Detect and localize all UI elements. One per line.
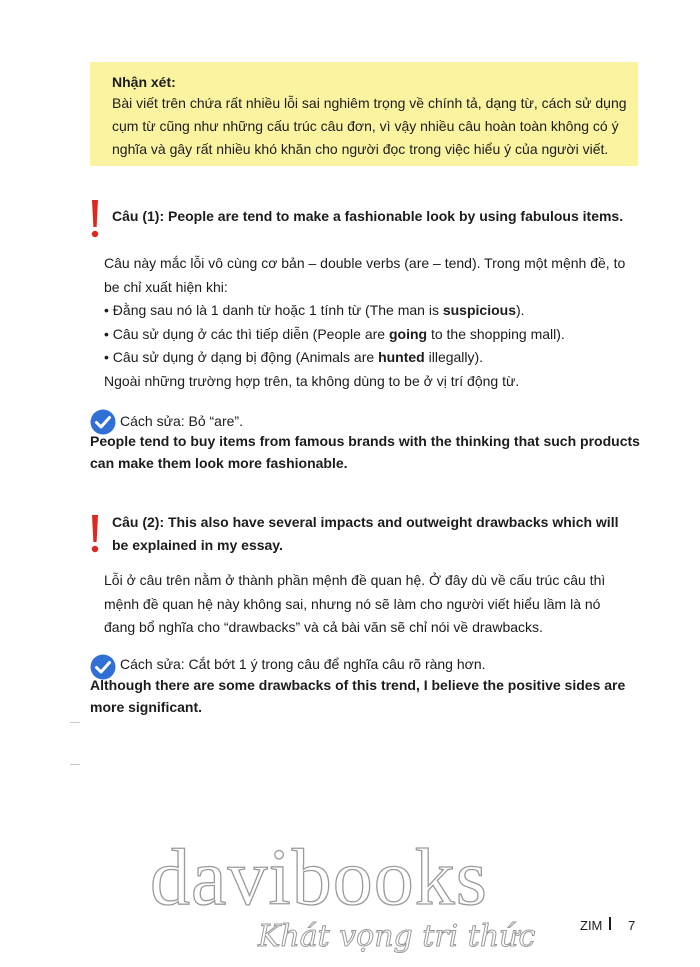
section1-outro: Ngoài những trường hợp trên, ta không dùng to be ở vị trí động từ. <box>104 372 520 389</box>
bleed-mark <box>70 722 80 723</box>
section2-heading: Câu (2): This also have several impacts and outweight drawbacks which will be explained in my essay. <box>112 514 619 553</box>
watermark-brand: davibooks <box>150 834 488 922</box>
page-number: 7 <box>628 918 636 933</box>
footer-separator <box>609 917 611 930</box>
list-item: • Câu sử dụng ở dạng bị động (Animals are hunted illegally). <box>104 349 484 365</box>
section1-intro: Câu này mắc lỗi vô cùng cơ bản – double verbs (are – tend). Trong một mệnh đề, to be chỉ xuất hiện khi: <box>104 255 626 295</box>
bleed-mark <box>70 764 80 765</box>
footer-brand: ZIM <box>580 918 603 933</box>
section2-fix-sentence: Although there are some drawbacks of this trend, I believe the positive sides are more significant. <box>90 677 626 715</box>
section1-fix-sentence: People tend to buy items from famous brands with the thinking that such products can make them look more fashionable. <box>90 433 640 471</box>
list-item: • Đằng sau nó là 1 danh từ hoặc 1 tính từ (The man is suspicious). <box>104 302 525 318</box>
note-body: Bài viết trên chứa rất nhiều lỗi sai nghiêm trọng về chính tả, dạng từ, cách sử dụng cụm từ cũng như những cấu trúc câu đơn, vì vậy nhiều câu hoàn toàn không có ý nghĩa và gây rất nhiều khó khăn cho người đọc trong việc hiểu ý của người viết. <box>112 95 627 157</box>
exclamation-icon <box>90 199 100 239</box>
section1-fix-label: Cách sửa: Bỏ “are”. <box>120 413 243 429</box>
section1-heading: Câu (1): People are tend to make a fashionable look by using fabulous items. <box>112 208 624 224</box>
section2-paragraph: Lỗi ở câu trên nằm ở thành phần mệnh đề quan hệ. Ở đây dù về cấu trúc câu thì mệnh đề quan hệ này không sai, nhưng nó sẽ làm cho người viết hiểu lầm là nó đang bổ nghĩa cho “drawbacks” và cả bài văn sẽ chỉ nói về drawbacks. <box>104 572 606 635</box>
watermark-slogan: Khát vọng tri thức <box>258 919 536 954</box>
section2-body <box>104 569 634 640</box>
section1-body <box>104 252 634 393</box>
list-item: • Câu sử dụng ở các thì tiếp diễn (People are going to the shopping mall). <box>104 325 565 342</box>
exclamation-icon <box>90 514 100 554</box>
note-title: Nhận xét: <box>112 74 176 90</box>
section2-fix-label: Cách sửa: Cắt bớt 1 ý trong câu để nghĩa câu rõ ràng hơn. <box>120 656 486 672</box>
